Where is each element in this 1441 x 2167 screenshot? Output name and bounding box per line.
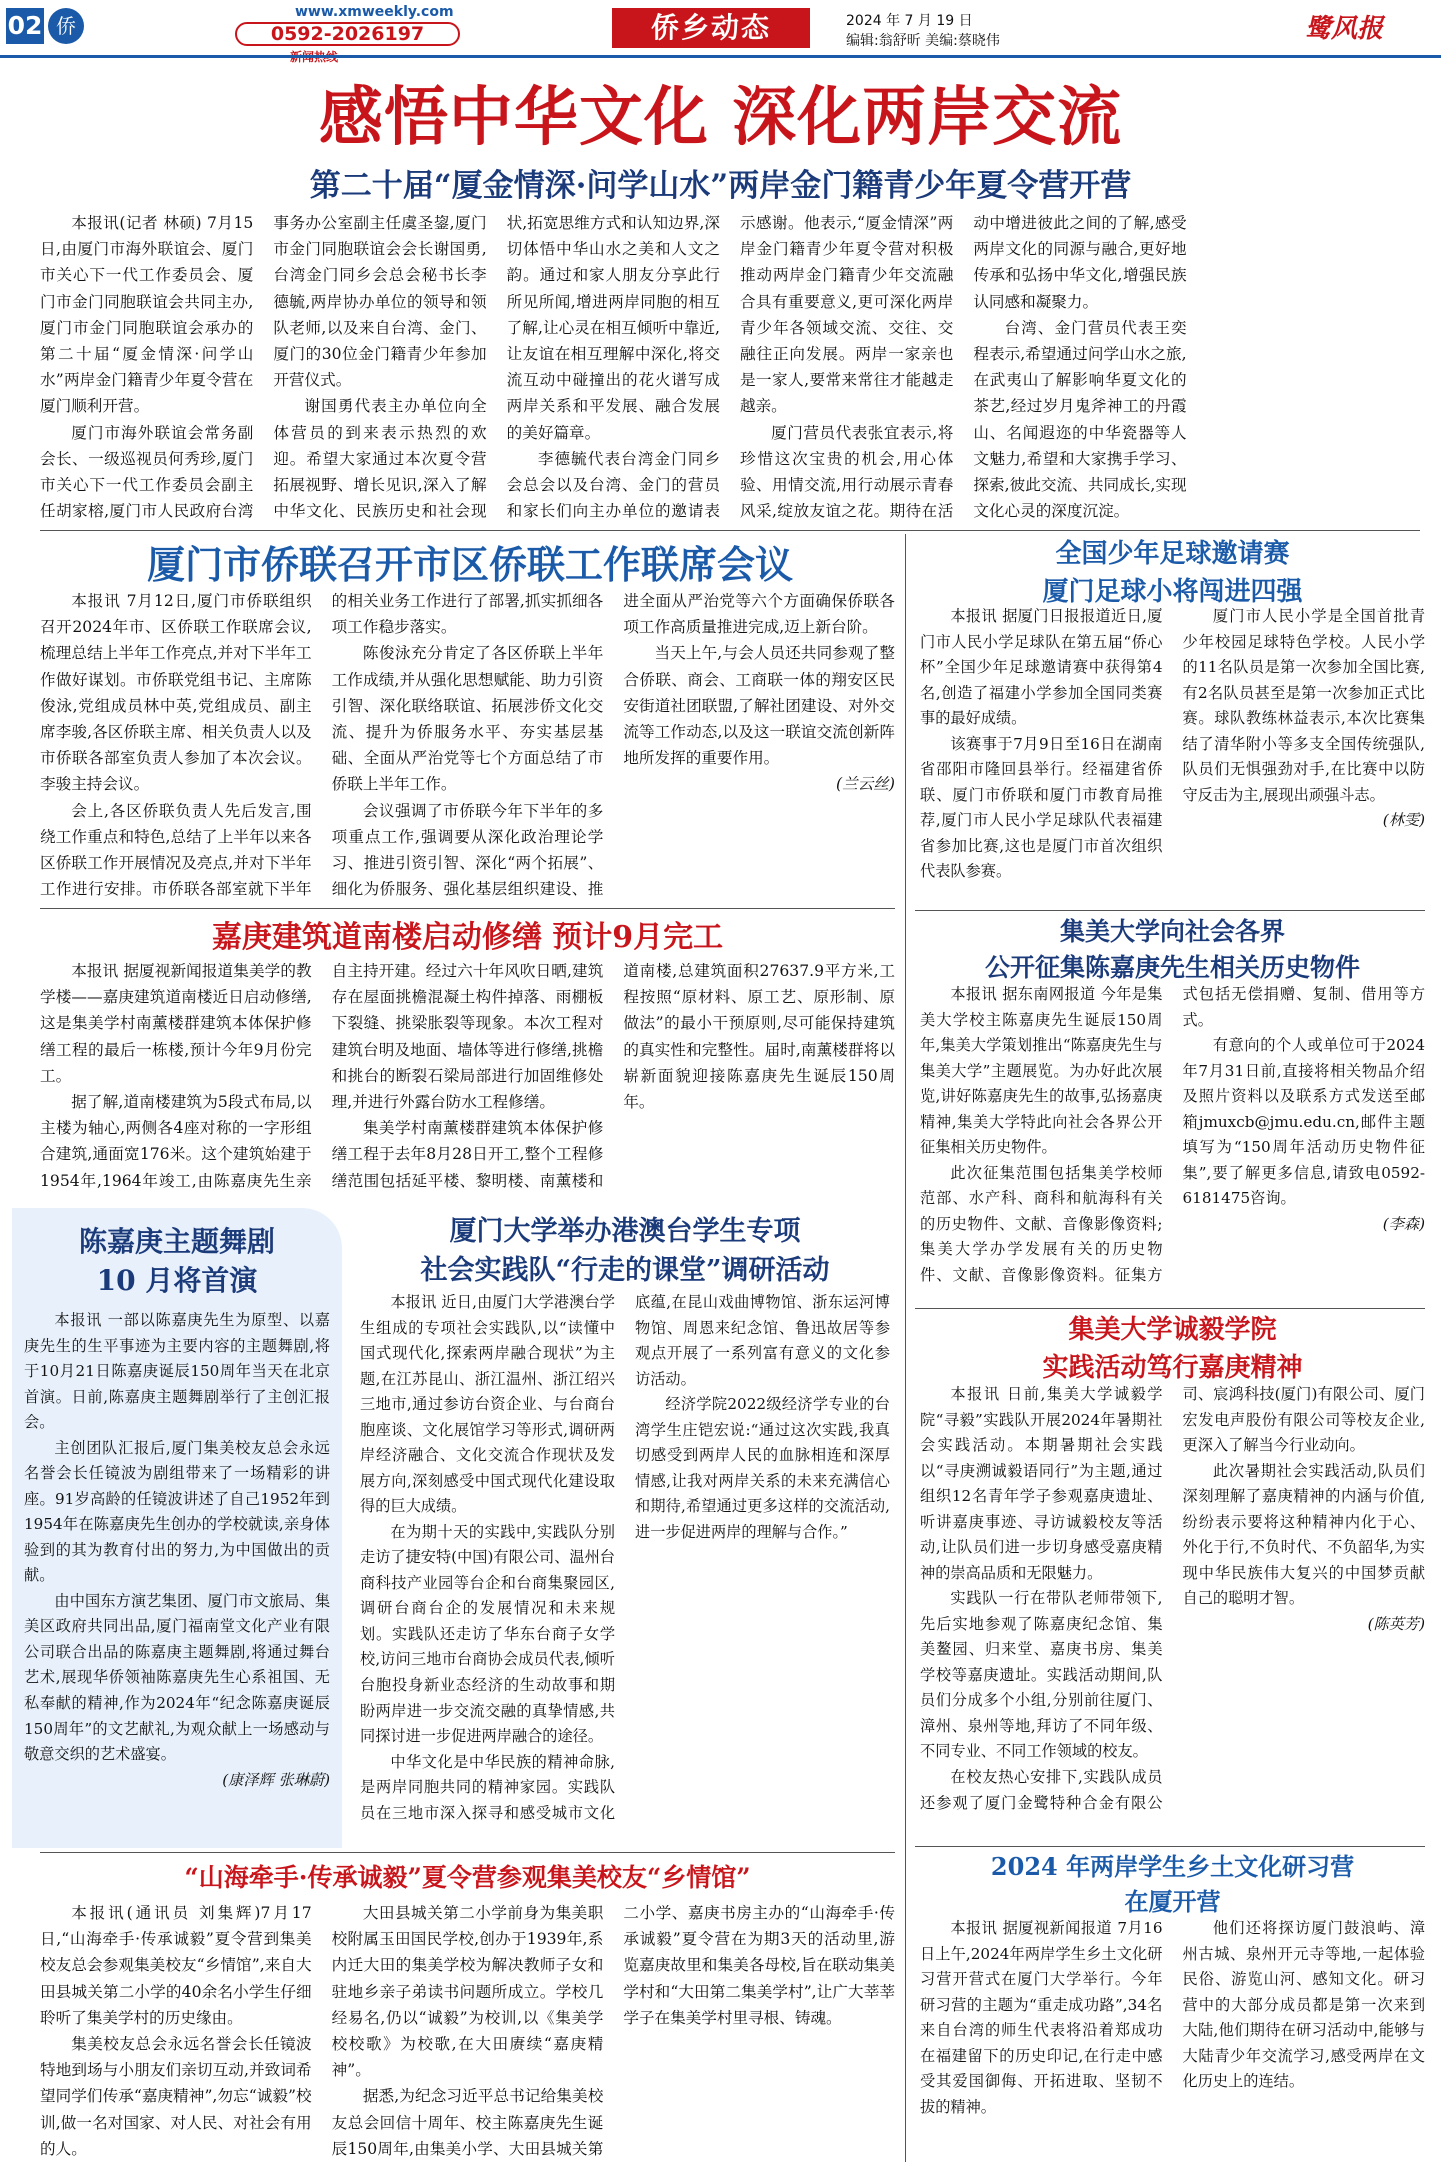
qiaolian-title: 厦门市侨联召开市区侨联工作联席会议 (146, 543, 793, 587)
page-number: 02 (6, 8, 44, 44)
divider (915, 910, 1425, 911)
jimei-para: 本报讯 据东南网报道 今年是集美大学校主陈嘉庚先生诞辰150周年,集美大学策划推出“陈嘉庚先生与集美大学”主题展览。为办好此次展览,讲好陈嘉庚先生的故事,弘扬嘉庚精神,集美大学特此向社会各界公开征集相关历史物件。 (920, 985, 1163, 1157)
nanlou-para: 据了解,道南楼建筑为5段式布局,以主楼为轴心,两侧各4座对称的一字形组合建筑,通面宽176米。这个建筑始建于1954年,1964年竣工,由陈嘉庚先生亲自主持开建。经过六十年风吹日晒,建筑存在屋面挑檐混凝土构件掉落、雨棚板下裂缝、挑梁胀裂等现象。本次工程对建筑台明及地面、墙体等进行修缮,挑檐和挑台的断裂石梁局部进行加固维修处理,并进行外露台防水工程修缮。 (40, 962, 604, 1190)
page-badge-icon (48, 8, 84, 44)
qiaolian-credit: (兰云丝) (836, 775, 895, 794)
lead-para: 台湾、金门营员代表王奕程表示,希望通过问学山水之旅,在武夷山了解影响华夏文化的茶艺,经过岁月鬼斧神工的丹霞山、名闻遐迩的中华瓷器等人文魅力,希望和大家携手学习、探索,彼此交流、共同成长,实现文化心灵的深度沉淀。 (973, 318, 1187, 521)
qiaolian-para: 陈俊泳充分肯定了各区侨联上半年工作成绩,并从强化思想赋能、助力引资引智、深化联络联谊、拓展涉侨文化交流、提升为侨服务水平、夯实基层基础、全面从严治党等七个方面总结了市侨联上半年工作。 (331, 644, 604, 794)
lead-para: 本报讯(记者 林硕) 7月15日,由厦门市海外联谊会、厦门市关心下一代工作委员会、厦门市金门同胞联谊会共同主办,厦门市金门同胞联谊会承办的第二十届“厦金情深·问学山水”两岸金门籍青少年夏令营在厦门顺利开营。 (40, 214, 254, 416)
qiaolian-para: 本报讯 7月12日,厦门市侨联组织召开2024年市、区侨联工作联席会议,梳理总结上半年工作亮点,并对下半年工作做好谋划。市侨联党组书记、主席陈俊泳,党组成员林中英,党组成员、副主席李骏,各区侨联主席、相关负责人以及市侨联各部室负责人参加了本次会议。李骏主持会议。 (40, 592, 312, 794)
jimei-credit: (李森) (1382, 1214, 1425, 1233)
wuju-credit: (康泽辉 张琳蔚) (222, 1770, 330, 1789)
xiamen-body (360, 1290, 890, 1848)
xiamen-para: 本报讯 近日,由厦门大学港澳台学生组成的专项社会实践队,以“读懂中国式现代化,探索两岸融合现状”为主题,在江苏昆山、浙江温州、浙江绍兴三地市,通过参访台资企业、与台商台胞座谈、文化展馆学习等形式,调研两岸经济融合、文化交流合作现状及发展方向,深刻感受中国式现代化建设取得的巨大成绩。 (360, 1293, 615, 1516)
shanhai-body (40, 1900, 895, 2162)
zuqiu-para: 本报讯 据厦门日报报道近日,厦门市人民小学足球队在第五届“侨心杯”全国少年足球邀请赛中获得第4名,创造了福建小学参加全国同类赛事的最好成绩。 (920, 607, 1163, 728)
xiamen-title: 厦门大学举办港澳台学生专项 社会实践队“行走的课堂”调研活动 (420, 1216, 830, 1287)
qiaolian-body (40, 588, 895, 906)
jimei-body (920, 982, 1425, 1304)
zuqiu-para: 厦门市人民小学是全国首批青少年校园足球特色学校。人民小学的11名队员是第一次参加全国比赛,有2名队员甚至是第一次参加正式比赛。球队教练林益表示,本次比赛集结了清华附小等多支全国传统强队,队员们无惧强劲对手,在比赛中以防守反击为主,展现出顽强斗志。 (1182, 607, 1425, 804)
yanxi-body (920, 1916, 1425, 2162)
zuqiu-credit: (林雯) (1382, 811, 1425, 830)
xiamen-para: 在为期十天的实践中,实践队分别走访了捷安特(中国)有限公司、温州台商科技产业园等台企和台商集聚园区,调研台商台企的发展情况和未来规划。实践队还走访了华东台商子女学校,访问三地市台商协会成员代表,倾听台胞投身新业态经济的生动故事和期盼两岸进一步交流交融的真挚情感,共同探讨进一步促进两岸融合的途径。 (360, 1522, 615, 1746)
lead-body (40, 210, 1420, 528)
chengyi-title: 集美大学诚毅学院 实践活动笃行嘉庚精神 (1042, 1315, 1303, 1383)
chengyi-para: 此次暑期社会实践活动,队员们深刻理解了嘉庚精神的内涵与价值,纷纷表示要将这种精神内化于心、外化于行,不负时代、不负韶华,为实现中华民族伟大复兴的中国梦贡献自己的聪明才智。 (1182, 1461, 1425, 1608)
divider (40, 1852, 895, 1853)
divider (915, 1308, 1425, 1309)
chengyi-credit: (陈英芳) (1367, 1614, 1425, 1633)
lead-para: 厦门营员代表张宜表示,将珍惜这次宝贵的机会,用心体验、用情交流,用行动展示青春风采,绽放友谊之花。期待在活动中增进彼此之间的了解,感受两岸文化的同源与融合,更好地传承和弘扬中华文化,增强民族认同感和凝聚力。 (739, 214, 1187, 521)
jimei-para: 此次征集范围包括集美学校师范部、水产科、商科和航海科有关的历史物件、文献、音像影像资料;集美大学办学发展有关的历史物件、文献、音像影像资料。征集方式包括无偿捐赠、复制、借用等方式。 (920, 985, 1425, 1284)
shanhai-para: 大田县城关第二小学前身为集美职校附属玉田国民学校,创办于1939年,系内迁大田的集美学校为解决教师子女和驻地乡亲子弟读书问题所成立。学校几经易名,仍以“诚毅”为校训,以《集美学校校歌》为校歌,在大田赓续“嘉庚精神”。 (331, 1904, 604, 2080)
yanxi-title: 2024 年两岸学生乡土文化研习营 在厦开营 (990, 1852, 1355, 1916)
shanhai-para: 本报讯(通讯员 刘集辉)7月17日,“山海牵手·传承诚毅”夏令营到集美校友总会参观集美校友“乡情馆”,来自大田县城关第二小学的40余名小学生仔细聆听了集美学村的历史缘由。 (40, 1904, 312, 2027)
chengyi-para: 本报讯 日前,集美大学诚毅学院“寻毅”实践队开展2024年暑期社会实践活动。本期暑期社会实践以“寻庚溯诚毅语同行”为主题,通过组织12名青年学子参观嘉庚遗址、听讲嘉庚事迹、寻访诚毅校友等活动,让队员们进一步切身感受嘉庚精神的崇高品质和无限魅力。 (920, 1385, 1163, 1582)
qiaolian-para: 会上,各区侨联负责人先后发言,围绕工作重点和特色,总结了上半年以来各区侨联工作开展情况及亮点,并对下半年工作进行安排。市侨联各部室就下半年的相关业务工作进行了部署,抓实抓细各项工作稳步落实。 (40, 592, 604, 899)
shanhai-title: “山海牵手·传承诚毅”夏令营参观集美校友“乡情馆” (184, 1863, 751, 1892)
issue-date: 2024 年 7 月 19 日 (846, 13, 973, 29)
jimei-title: 集美大学向社会各界 公开征集陈嘉庚先生相关历史物件 (984, 917, 1360, 983)
qiaolian-para: 当天上午,与会人员还共同参观了整合侨联、商会、工商联一体的翔安区民安街道社团联盟,了解社团建设、对外交流等工作动态,以及这一联谊交流创新阵地所发挥的重要作用。 (623, 644, 895, 768)
lead-para: 李德毓代表台湾金门同乡会总会以及台湾、金门的营员和家长们向主办单位的邀请表示感谢。他表示,“厦金情深”两岸金门籍青少年夏令营对积极推动两岸金门籍青少年交流融合具有重要意义,更可深化两岸青少年各领域交流、交往、交融往正向发展。两岸一家亲也是一家人,要常来常往才能越走越亲。 (506, 214, 954, 521)
zuqiu-title: 全国少年足球邀请赛 厦门足球小将闯进四强 (1042, 539, 1303, 607)
chengyi-body (920, 1382, 1425, 1840)
divider (40, 908, 895, 909)
zuqiu-body (920, 604, 1425, 906)
website: www.xmweekly.com (295, 4, 454, 20)
paper-name: 鹭风报 (1305, 14, 1384, 44)
page-badge-label: 侨 (56, 14, 76, 38)
wuju-para: 由中国东方演艺集团、厦门市文旅局、集美区政府共同出品,厦门福南堂文化产业有限公司联合出品的陈嘉庚主题舞剧,将通过舞台艺术,展现华侨领袖陈嘉庚先生心系祖国、无私奉献的精神,作为2024年“纪念陈嘉庚诞辰150周年”的文艺献礼,为观众献上一场感动与敬意交织的艺术盛宴。 (24, 1591, 330, 1764)
shanhai-para: 集美校友总会永远名誉会长任镜波特地到场与小朋友们亲切互动,并致词希望同学们传承“嘉庚精神”,勿忘“诚毅”校训,做一名对国家、对人民、对社会有用的人。 (40, 2034, 312, 2158)
yanxi-para: 他们还将探访厦门鼓浪屿、漳州古城、泉州开元寺等地,一起体验民俗、游览山河、感知文化。研习营中的大部分成员都是第一次来到大陆,他们期待在研习活动中,能够与大陆青少年交流学习,感受两岸在文化历史上的连结。 (1182, 1919, 1425, 2091)
nanlou-para: 集美学村南薰楼群建筑本体保护修缮工程于去年8月28日开工,整个工程修缮范围包括延平楼、黎明楼、南薰楼和道南楼,总建筑面积27637.9平方米,工程按照“原材料、原工艺、原形制、原做法”的最小干预原则,尽可能保持建筑的真实性和完整性。届时,南薰楼群将以崭新面貌迎接陈嘉庚先生诞辰150周年。 (331, 962, 895, 1190)
nanlou-para: 本报讯 据厦视新闻报道集美学的教学楼——嘉庚建筑道南楼近日启动修缮,这是集美学村南薰楼群建筑本体保护修缮工程的最后一栋楼,预计今年9月份完工。 (40, 962, 312, 1085)
chengyi-para: 在校友热心安排下,实践队成员还参观了厦门金鹭特种合金有限公司、宸鸿科技(厦门)有限公司、厦门宏发电声股份有限公司等校友企业,更深入了解当今行业动向。 (920, 1385, 1425, 1812)
wuju-para: 本报讯 一部以陈嘉庚先生为原型、以嘉庚先生的生平事迹为主要内容的主题舞剧,将于10月21日陈嘉庚诞辰150周年当天在北京首演。日前,陈嘉庚主题舞剧举行了主创汇报会。 (24, 1311, 330, 1432)
yanxi-para: 本报讯 据厦视新闻报道 7月16日上午,2024年两岸学生乡土文化研习营开营式在厦门大学举行。今年研习营的主题为“重走成功路”,34名来自台湾的师生代表将沿着郑成功在福建留下的历史印记,在行走中感受其爱国御侮、开拓进取、坚韧不拔的精神。 (920, 1919, 1163, 2116)
wuju-title: 陈嘉庚主题舞剧 10 月将首演 (78, 1225, 275, 1298)
hotline-number: 0592-2026197 (235, 22, 460, 46)
xiamen-para: 经济学院2022级经济学专业的台湾学生庄铠宏说:“通过这次实践,我真切感受到两岸人民的血脉相连和深厚情感,让我对两岸关系的未来充满信心和期待,希望通过更多这样的交流活动,进一步促进两岸的理解与合作。” (635, 1395, 890, 1541)
lead-para: 谢国勇代表主办单位向全体营员的到来表示热烈的欢迎。希望大家通过本次夏令营拓展视野、增长见识,深入了解中华文化、民族历史和社会现状,拓宽思维方式和认知边界,深切体悟中华山水之美和人文之韵。通过和家人朋友分享此行所见所闻,增进两岸同胞的相互了解,让心灵在相互倾听中靠近,让友谊在相互理解中深化,将交流互动中碰撞出的花火谱写成两岸关系和平发展、融合发展的美好篇章。 (273, 214, 720, 521)
editor-line: 编辑:翁舒昕 美编:蔡晓伟 (846, 33, 1000, 49)
section-title: 侨乡动态 (612, 8, 810, 48)
lead-para: 厦门市海外联谊会常务副会长、一级巡视员何秀珍,厦门市关心下一代工作委员会副主任胡家榕,厦门市人民政府台湾事务办公室副主任虞圣鋆,厦门市金门同胞联谊会会长谢国勇,台湾金门同乡会总会秘书长李德毓,两岸协办单位的领导和领队老师,以及来自台湾、金门、厦门的30位金门籍青少年参加开营仪式。 (40, 214, 487, 521)
divider (915, 1846, 1425, 1847)
column-rule (905, 534, 906, 2162)
nanlou-body (40, 958, 895, 1203)
xiamen-para: 中华文化是中华民族的精神命脉,是两岸同胞共同的精神家园。实践队员在三地市深入探寻和感受城市文化底蕴,在昆山戏曲博物馆、浙东运河博物馆、周恩来纪念馆、鲁迅故居等参观点开展了一系列富有意义的文化参访活动。 (360, 1293, 890, 1822)
lead-title: 感悟中华文化 深化两岸交流 (318, 81, 1123, 155)
header-rule (0, 55, 1441, 58)
page-header (0, 0, 1441, 58)
lead-subtitle: 第二十届“厦金情深·问学山水”两岸金门籍青少年夏令营开营 (309, 168, 1132, 204)
qiaolian-para: 会议强调了市侨联今年下半年的多项重点工作,强调要从深化政治理论学习、推进引资引智、深化“两个拓展”、细化为侨服务、强化基层组织建设、推进全面从严治党等六个方面确保侨联各项工作高质量推进完成,迈上新台阶。 (331, 592, 895, 899)
zuqiu-para: 该赛事于7月9日至16日在湖南省邵阳市隆回县举行。经福建省侨联、厦门市侨联和厦门市教育局推荐,厦门市人民小学足球队代表福建省参加比赛,这也是厦门市首次组织代表队参赛。 (920, 734, 1163, 881)
chengyi-para: 实践队一行在带队老师带领下,先后实地参观了陈嘉庚纪念馆、集美鳌园、归来堂、嘉庚书房、集美学校等嘉庚遗址。实践活动期间,队员们分成多个小组,分别前往厦门、漳州、泉州等地,拜访了不同年级、不同专业、不同工作领域的校友。 (920, 1589, 1163, 1761)
wuju-para: 主创团队汇报后,厦门集美校友总会永远名誉会长任镜波为剧组带来了一场精彩的讲座。91岁高龄的任镜波讲述了自己1952年到1954年在陈嘉庚先生创办的学校就读,亲身体验到的其为教育付出的努力,为中国做出的贡献。 (24, 1438, 330, 1585)
jimei-para: 有意向的个人或单位可于2024年7月31日前,直接将相关物品介绍及照片资料以及联系方式发送至邮箱jmuxcb@jmu.edu.cn,邮件主题填写为“150周年活动历史物件征集”,要了解更多信息,请致电0592-6181475咨询。 (1182, 1036, 1425, 1208)
wuju-body (24, 1308, 330, 1848)
divider (40, 530, 1420, 531)
shanhai-para: 据悉,为纪念习近平总书记给集美校友总会回信十周年、校主陈嘉庚先生诞辰150周年,由集美小学、大田县城关第二小学、嘉庚书房主办的“山海牵手·传承诚毅”夏令营在为期3天的活动里,游览嘉庚故里和集美各母校,旨在联动集美学村和“大田第二集美学村”,让广大莘莘学子在集美学村里寻根、铸魂。 (331, 1904, 895, 2158)
nanlou-title: 嘉庚建筑道南楼启动修缮 预计9月完工 (211, 920, 724, 955)
